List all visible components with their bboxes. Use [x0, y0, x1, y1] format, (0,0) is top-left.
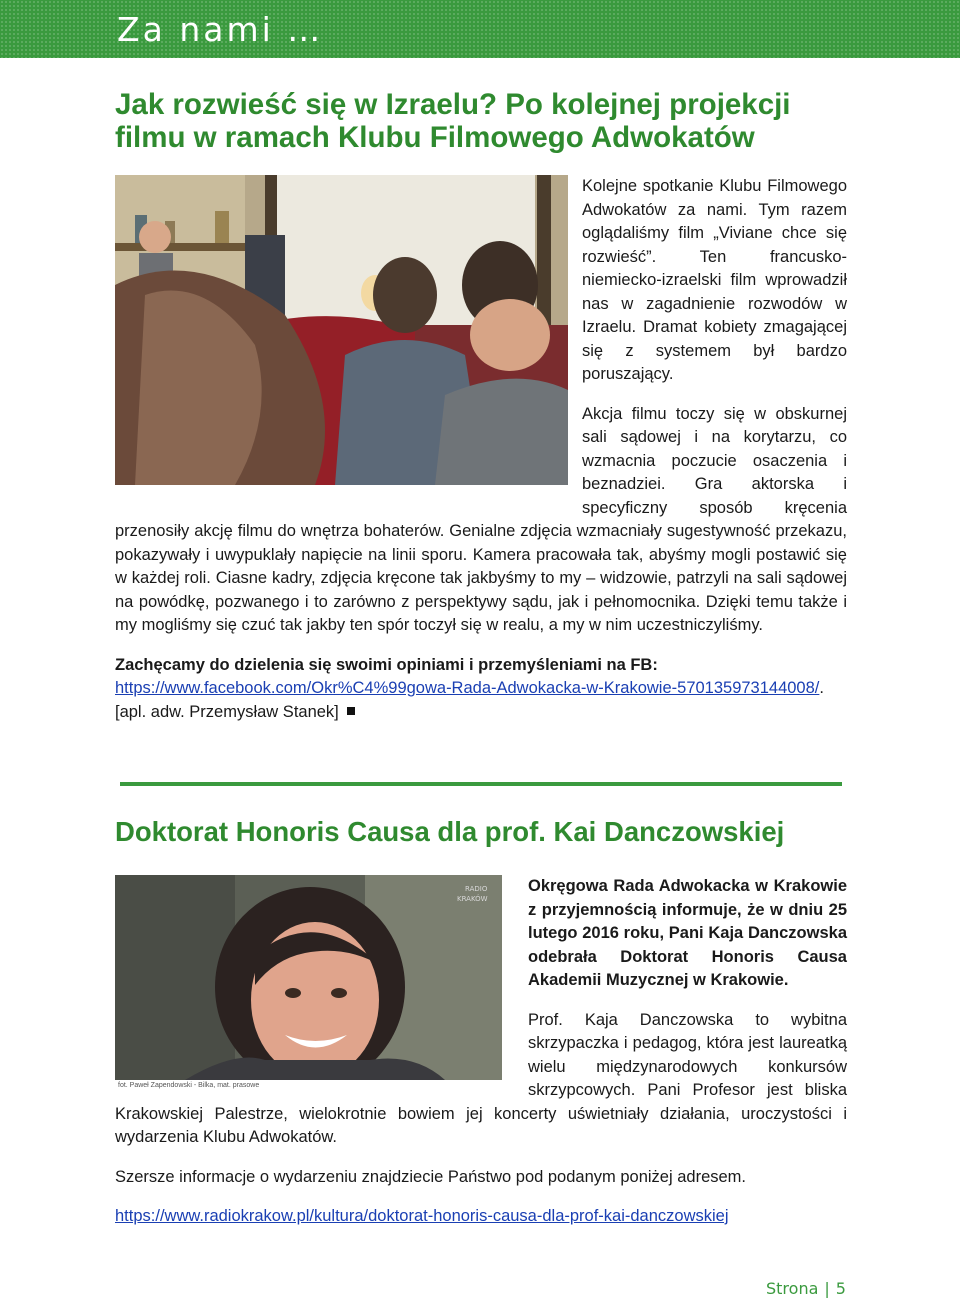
article1-body: Akcja filmu toczy się w obskurnej sali sądowej i na korytarzu, co wzmacnia poczucie osaczenia i beznadziei. Gra aktorska i specyficzny sposób kręcenia przenosiły akcję filmu do wnętrza bohaterów. Genialne zdjęcia wzmacniały sugestywność przekazu, pokazywały i uwypuklały napięcie na linii sporu. Kamera pracowała tak, abyśmy mogli postawić się w każdej roli. Ciasne kadry, zdjęcia kręcone tak jakbyśmy to my – widzowie, patrzyli na sali sądowej na powódkę, pozwanego i to zarówno z perspektywy sądu, jak i pełnomocnika. Dzięki temu także i my mogliśmy się czuć tak jakby ten spór toczył się w realu, a my w nim uczestniczyliśmy.	[115, 404, 847, 634]
article2-lead: Okręgowa Rada Adwokacka w Krakowie z przyjemnością informuje, że w dniu 25 lutego 2016 roku, Pani Kaja Danczowska odebrała Doktorat Honoris Causa Akademii Muzycznej w Krakowie.	[528, 877, 847, 989]
portrait-illustration	[115, 875, 502, 1091]
svg-text:KRAKÓW: KRAKÓW	[457, 895, 488, 903]
footer-label: Strona	[766, 1279, 819, 1298]
article2-title: Doktorat Honoris Causa dla prof. Kai Danczowskiej	[115, 816, 785, 847]
page-footer	[766, 1279, 846, 1298]
radiokrakow-link[interactable]: https://www.radiokrakow.pl/kultura/doktorat-honoris-causa-dla-prof-kai-danczowskiej	[115, 1207, 729, 1225]
section-title: Za nami …	[117, 10, 324, 49]
footer-separator: |	[824, 1279, 830, 1298]
article-film-club	[115, 88, 847, 724]
article1-text	[115, 175, 847, 724]
radio-watermark: RADIO	[465, 885, 488, 893]
photo-credit: fot. Paweł Zapendowski - Bilka, mat. prasowe	[118, 1082, 260, 1089]
article1-intro: Kolejne spotkanie Klubu Filmowego Adwokatów za nami. Tym razem oglądaliśmy film „Viviane chce się rozwieść”. Ten francusko-niemiecko-izraelski film wprowadził nas w zagadnienie rozwodów w Izraelu. Dramat kobiety zmagającej się z systemem był bardzo poruszający.	[582, 177, 847, 383]
article2-link-line	[115, 1205, 847, 1229]
cinema-photo-illustration	[115, 175, 568, 485]
article1-cta: Zachęcamy do dzielenia się swoimi opiniami i przemyśleniami na FB:	[115, 655, 658, 674]
section-divider	[120, 782, 842, 786]
article2-text	[115, 875, 847, 1229]
facebook-link[interactable]: https://www.facebook.com/Okr%C4%99gowa-Rada-Adwokacka-w-Krakowie-570135973144008/	[115, 679, 820, 697]
article1-title: Jak rozwieść się w Izraelu? Po kolejnej projekcji filmu w ramach Klubu Filmowego Adwokatów	[115, 88, 791, 154]
article2-more: Szersze informacje o wydarzeniu znajdziecie Państwo pod podanym poniżej adresem.	[115, 1167, 746, 1186]
kaja-danczowska-photo	[115, 875, 502, 1091]
article2-body: Prof. Kaja Danczowska to wybitna skrzypaczka i pedagog, która jest laureatką wielu międzynarodowych konkursów skrzypcowych. Pani Profesor jest bliska Krakowskiej Palestrze, wielokrotnie bowiem jej koncerty uświetniały działania, uroczystości i wydarzenia Klubu Adwokatów.	[115, 1010, 847, 1146]
article1-signature: . [apl. adw. Przemysław Stanek]	[115, 679, 824, 721]
header-banner	[0, 0, 960, 58]
end-mark-icon	[347, 707, 355, 715]
cinema-audience-photo	[115, 175, 568, 485]
article1-link-line	[115, 677, 847, 724]
page-number: 5	[835, 1279, 846, 1298]
article-honoris-causa	[115, 815, 847, 1229]
